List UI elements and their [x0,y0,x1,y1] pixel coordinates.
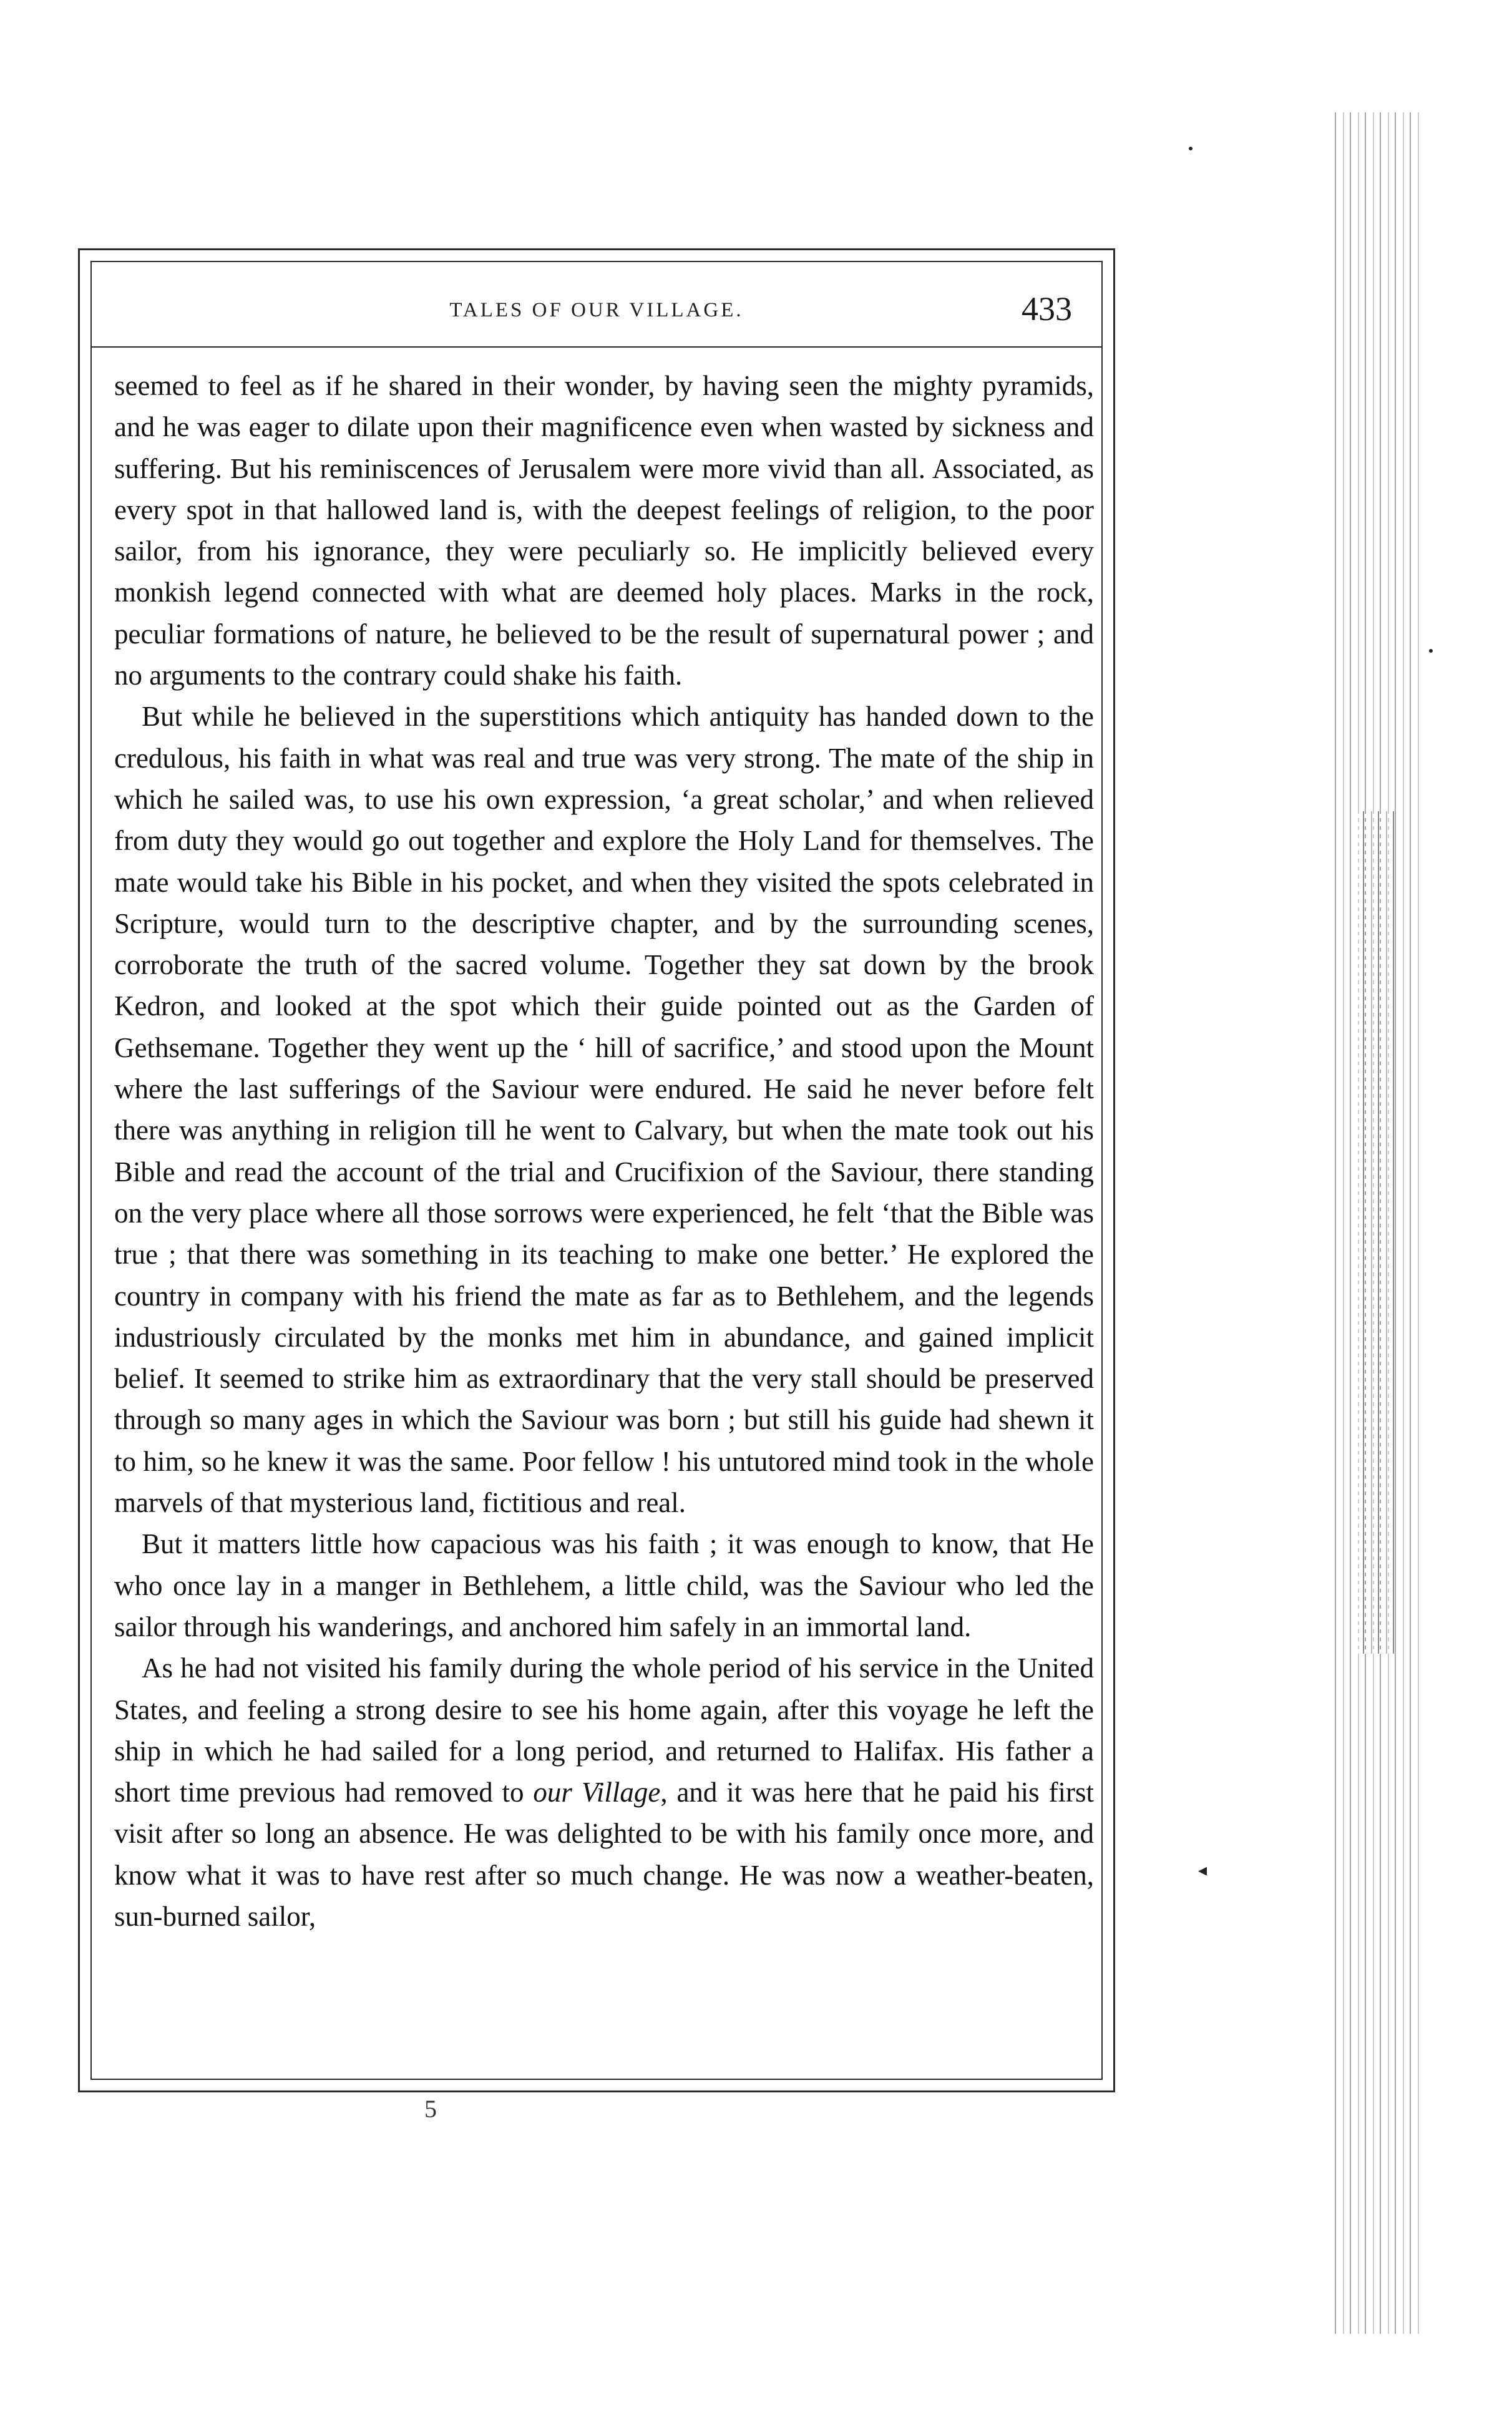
stray-mark: ◂ [1198,1861,1207,1880]
page-number: 433 [1022,290,1072,328]
header-rule [90,346,1103,348]
paragraph [114,1647,1094,1937]
italic-phrase: our Village [533,1777,661,1808]
paragraph: seemed to feel as if he shared in their wonder, by having seen the mighty pyramids, and he was eager to dilate upon their magnificence even when wasted by sickness and suffering. But his reminiscences of Jerusalem were more vivid than all. Associated, as every spot in that hallowed land is, with the deepest feelings of religion, to the poor sailor, from his ignorance, they were peculiarly so. He implicitly believed every monkish legend connected with what are deemed holy places. Marks in the rock, peculiar formations of nature, he believed to be the result of supernatural power ; and no arguments to the contrary could shake his faith. [114,370,1094,691]
paragraph-text: , and it was here that he paid his first visit after so long an absence. He was delighted to be with his family once more, and know what it was to have rest after so much change. He was now a weather-beaten, sun-burned sailor, [114,1777,1094,1932]
paragraph-text: As he had not visited his family during the whole period of his service in the United States, and feeling a strong desire to see his home again, after this voyage he left the ship in which he had sailed for a long period, and returned to Halifax. His father a short time previous had removed to [114,1652,1094,1808]
scan-speck [1189,147,1193,150]
paragraph: But while he believed in the superstitions which antiquity has handed down to the credulous, his faith in what was real and true was very strong. The mate of the ship in which he sailed was, to use his own expression, ‘a great scholar,’ and when relieved from duty they would go out together and explore the Holy Land for themselves. The mate would take his Bible in his pocket, and when they visited the spots celebrated in Scripture, would turn to the descriptive chapter, and by the surrounding scenes, corroborate the truth of the sacred volume. Together they sat down by the brook Kedron, and looked at the spot which their guide pointed out as the Garden of Gethsemane. Together they went up the ‘ hill of sacrifice,’ and stood upon the Mount where the last sufferings of the Saviour were endured. He said he never before felt there was anything in religion till he went to Calvary, but when the mate took out his Bible and read the account of the trial and Crucifixion of the Saviour, there standing on the very place where all those sorrows were experienced, he felt ‘that the Bible was true ; that there was something in its teaching to make one better.’ He explored the country in company with his friend the mate as far as to Bethlehem, and the legends industriously circulated by the monks met him in abundance, and gained implicit belief. It seemed to strike him as extraordinary that the very stall should be preserved through so many ages in which the Saviour was born ; but still his guide had shewn it to him, so he knew it was the same. Poor fellow ! his untutored mind took in the whole marvels of that mysterious land, fictitious and real. [114,701,1094,1519]
scan-edge-noise-dense [1357,811,1395,1654]
scan-speck [1429,649,1433,653]
signature-mark: 5 [424,2095,437,2123]
running-head: TALES OF OUR VILLAGE. [449,299,744,321]
paragraph: But it matters little how capacious was his faith ; it was enough to know, that He who once lay in a manger in Bethlehem, a little child, was the Saviour who led the sailor through his wanderings, and anchored him safely in an immortal land. [114,1528,1094,1642]
body-text [114,365,1094,1937]
